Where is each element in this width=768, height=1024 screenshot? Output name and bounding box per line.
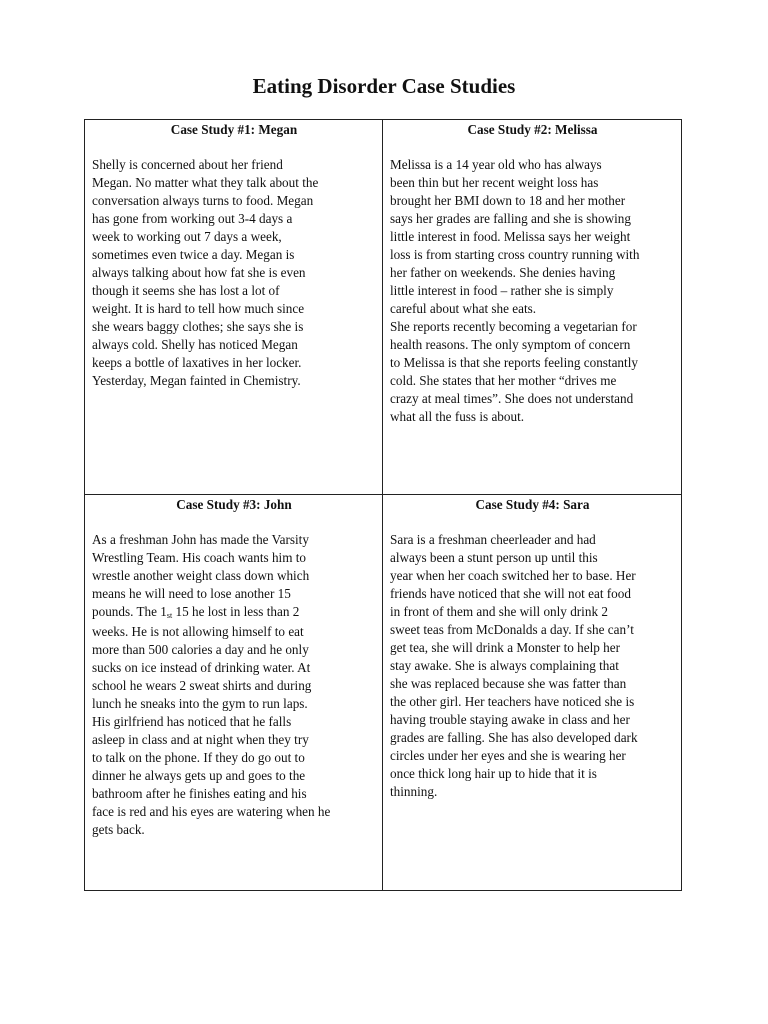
body-line: cold. She states that her mother “drives me xyxy=(390,373,617,388)
body-line: face is red and his eyes are watering when he xyxy=(92,804,331,819)
body-line: thinning. xyxy=(390,784,438,799)
body-line: friends have noticed that she will not eat food xyxy=(390,586,631,601)
body-line: always been a stunt person up until this xyxy=(390,550,598,565)
body-line: always cold. Shelly has noticed Megan xyxy=(92,337,298,352)
body-line: always talking about how fat she is even xyxy=(92,265,306,280)
case-study-1-cell xyxy=(85,120,383,495)
body-line: says her grades are falling and she is showing xyxy=(390,211,631,226)
case-study-4-title: Case Study #4: Sara xyxy=(475,497,590,512)
body-line: little interest in food. Melissa says her weight xyxy=(390,229,631,244)
case-study-1-body xyxy=(92,156,376,390)
case-study-3-body xyxy=(92,531,376,839)
body-line: weight. It is hard to tell how much since xyxy=(92,301,305,316)
body-line: though it seems she has lost a lot of xyxy=(92,283,280,298)
case-study-2-body xyxy=(390,156,675,426)
case-study-4-cell xyxy=(383,495,681,890)
body-line: she was replaced because she was fatter than xyxy=(390,676,627,691)
body-line: to talk on the phone. If they do go out to xyxy=(92,750,305,765)
body-line: Melissa is a 14 year old who has always xyxy=(390,157,602,172)
body-line: health reasons. The only symptom of concern xyxy=(390,337,631,352)
body-line: Wrestling Team. His coach wants him to xyxy=(92,550,307,565)
body-line: pounds. The $1_{st}$ 15 he lost in less than 2 xyxy=(92,604,300,620)
body-line: keeps a bottle of laxatives in her locker. xyxy=(92,355,302,370)
body-line: careful about what she eats. xyxy=(390,301,537,316)
body-line: get tea, she will drink a Monster to help her xyxy=(390,640,620,655)
body-line: year when her coach switched her to base. Her xyxy=(390,568,636,583)
body-line: Yesterday, Megan fainted in Chemistry. xyxy=(92,373,301,388)
body-line: Shelly is concerned about her friend xyxy=(92,157,283,172)
body-line: what all the fuss is about. xyxy=(390,409,525,424)
body-line: school he wears 2 sweat shirts and during xyxy=(92,678,312,693)
body-line: dinner he always gets up and goes to the xyxy=(92,768,306,783)
body-line: more than 500 calories a day and he only xyxy=(92,642,309,657)
body-line: wrestle another weight class down which xyxy=(92,568,310,583)
body-line: circles under her eyes and she is wearing her xyxy=(390,748,626,763)
body-line: once thick long hair up to hide that it is xyxy=(390,766,597,781)
body-line: to Melissa is that she reports feeling constantly xyxy=(390,355,638,370)
body-line: been thin but her recent weight loss has xyxy=(390,175,599,190)
case-study-3-cell xyxy=(85,495,383,890)
body-line: Megan. No matter what they talk about the xyxy=(92,175,319,190)
body-line: sweet teas from McDonalds a day. If she can’t xyxy=(390,622,634,637)
body-line: little interest in food – rather she is simply xyxy=(390,283,614,298)
body-line: conversation always turns to food. Megan xyxy=(92,193,314,208)
body-line: her father on weekends. She denies having xyxy=(390,265,616,280)
body-line: crazy at meal times”. She does not understand xyxy=(390,391,634,406)
page-title: Eating Disorder Case Studies xyxy=(252,74,516,98)
body-line: she wears baggy clothes; she says she is xyxy=(92,319,304,334)
body-line: sometimes even twice a day. Megan is xyxy=(92,247,295,262)
body-line: Sara is a freshman cheerleader and had xyxy=(390,532,596,547)
body-line: in front of them and she will only drink 2 xyxy=(390,604,608,619)
body-line: the other girl. Her teachers have noticed she is xyxy=(390,694,635,709)
body-line: sucks on ice instead of drinking water. At xyxy=(92,660,311,675)
body-line: brought her BMI down to 18 and her mother xyxy=(390,193,626,208)
case-study-2-cell xyxy=(383,120,681,495)
body-line: stay awake. She is always complaining that xyxy=(390,658,619,673)
case-study-4-body xyxy=(390,531,675,801)
case-study-table xyxy=(84,119,682,891)
body-line: means he will need to lose another 15 xyxy=(92,586,291,601)
body-line: bathroom after he finishes eating and his xyxy=(92,786,307,801)
body-line: has gone from working out 3-4 days a xyxy=(92,211,293,226)
body-line: grades are falling. She has also developed dark xyxy=(390,730,638,745)
body-line: lunch he sneaks into the gym to run laps. xyxy=(92,696,308,711)
case-study-1-title: Case Study #1: Megan xyxy=(170,122,298,137)
body-line: weeks. He is not allowing himself to eat xyxy=(92,624,304,639)
case-study-3-title: Case Study #3: John xyxy=(176,497,292,512)
body-line: asleep in class and at night when they try xyxy=(92,732,309,747)
body-line: loss is from starting cross country running with xyxy=(390,247,640,262)
body-line: week to working out 7 days a week, xyxy=(92,229,282,244)
body-line: having trouble staying awake in class and her xyxy=(390,712,630,727)
body-line: As a freshman John has made the Varsity xyxy=(92,532,309,547)
case-study-2-title: Case Study #2: Melissa xyxy=(467,122,598,137)
body-line: His girlfriend has noticed that he falls xyxy=(92,714,292,729)
body-line: gets back. xyxy=(92,822,145,837)
body-line: She reports recently becoming a vegetarian for xyxy=(390,319,637,334)
